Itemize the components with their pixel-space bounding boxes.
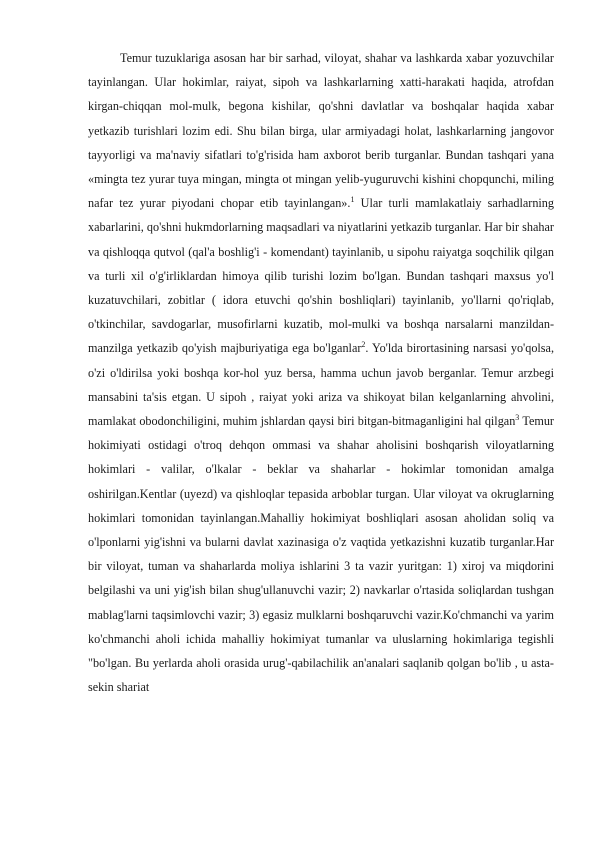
footnote-ref-3: 3 [515,412,520,422]
footnote-ref-1: 1 [350,195,355,205]
footnote-ref-2: 2 [361,340,366,350]
body-paragraph [88,46,554,699]
paragraph-text-part-4: Temur hokimiyati ostidagi o'troq dehqon ommasi va shahar aholisini boshqarish viloyatlarning hokimlari - valilar, o'lkalar - beklar va shaharlar - hokimlar tomonidan amalga oshirilgan.Kentlar (uyezd) va qishloqlar tepasida arboblar turgan. Ular viloyat va okruglarning hokimlari tomonidan tayinlangan.Mahalliy hokimiyat boshliqlari asosan aholidan soliq va o'lponlarni yig'ishni va bularni davlat xazinasiga o'z vaqtida yetkazishni kuzatib turganlar.Har bir viloyat, tuman va shaharlarda moliya ishlarini 3 ta vazir yuritgan: 1) xiroj va miqdorini belgilashi va uni yig'ish bilan shug'ullanuvchi vazir; 2) navkarlar o'rtasida soliqlardan tushgan mablag'larni taqsimlovchi vazir; 3) egasiz mulklarni boshqaruvchi vazir.Ko'chmanchi va yarim ko'chmanchi aholi ichida mahalliy hokimiyat tumanlar va uluslarning hokimlariga tegishli "bo'lgan. Bu yerlarda aholi orasida urug'-qabilachilik an'analari saqlanib qolgan bo'lib , u asta-sekin shariat [88,414,554,695]
paragraph-text-part-2: Ular turli mamlakatlaiy sarhadlarning xabarlarini, qo'shni hukmdorlarning maqsadlari va niyatlarini yetkazib turganlar. Har bir shahar va qishloqqa qutvol (qal'a boshlig'i - komendant) tayinlanib, u sipohu raiyatga soqchilik qilgan va turli xil o'g'irliklardan himoya qilib turishi lozim bo'lgan. Bundan tashqari maxsus yo'l kuzatuvchilari, zobitlar ( idora etuvchi qo'shin boshliqlari) tayinlanib, yo'llarni qo'riqlab, o'tkinchilar, savdogarlar, musofirlarni kuzatib, mol-mulki va boshqa narsalarni manzildan-manzilga yetkazib qo'yish majburiyatiga ega bo'lganlar [88,196,554,356]
document-page [88,46,554,699]
paragraph-text-part-1: Temur tuzuklariga asosan har bir sarhad, viloyat, shahar va lashkarda xabar yozuvchilar tayinlangan. Ular hokimlar, raiyat, sipoh va lashkarlarning xatti-harakati haqida, atrofdan kirgan-chiqqan mol-mulk, begona kishilar, qo'shni davlatlar va boshqalar haqida xabar yetkazib turishlari lozim edi. Shu bilan birga, ular armiyadagi holat, lashkarlarning jangovor tayyorligi va ma'naviy sifatlari to'g'risida ham axborot berib turganlar. Bundan tashqari yana «mingta tez yurar tuya mingan, mingta ot mingan yelib-yuguruvchi kishini chopqunchi, miling nafar tez yurar piyodani chopar etib tayinlangan». [88,51,554,211]
paragraph-text-part-3: . Yo'lda birortasining narsasi yo'qolsa, o'zi o'ldirilsa yoki boshqa kor-hol yuz bersa, hamma uchun javob berganlar. Temur arzbegi mansabini ta'sis etgan. U sipoh , raiyat yoki ariza va shikoyat bilan kelganlarning ahvolini, mamlakat obodonchiligini, muhim jshlardan qaysi biri bitgan-bitmaganligini hal qilgan [88,341,555,429]
